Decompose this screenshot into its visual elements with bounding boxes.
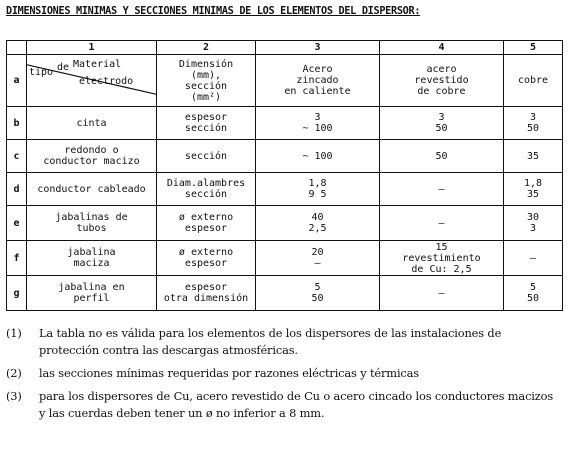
copper-value-line: 1,8 xyxy=(523,178,543,189)
copper-clad-steel-value xyxy=(380,107,504,140)
dimensions-table xyxy=(6,40,563,311)
electrode-type-line: jabalina en xyxy=(58,282,125,293)
footnote-number: (1) xyxy=(6,326,22,340)
dimension-line: espesor xyxy=(184,112,228,123)
copper-clad-steel-value-line: 15 xyxy=(435,241,448,253)
galvanized-steel-value-line: 2,5 xyxy=(308,223,327,234)
column-number-row xyxy=(7,41,563,55)
footnote-text: las secciones mínimas requeridas por razones eléctricas y térmicas xyxy=(39,366,420,380)
header-col2-line: (mm²) xyxy=(190,91,222,103)
footnote xyxy=(6,365,562,382)
copper-clad-steel-value-line: de Cu: 2,5 xyxy=(411,263,472,275)
header-col2-line: (mm), xyxy=(190,69,222,81)
dimension xyxy=(157,140,256,173)
header-col5-line: cobre xyxy=(517,75,549,86)
copper-value-line: 5 xyxy=(529,282,537,293)
electrode-type xyxy=(27,107,157,140)
galvanized-steel-value-line: 5 xyxy=(314,282,321,293)
copper-value xyxy=(504,241,563,276)
column-number: 3 xyxy=(256,41,380,55)
row-label: b xyxy=(7,107,27,140)
electrode-type xyxy=(27,241,157,276)
copper-value xyxy=(504,107,563,140)
header-col3-line: zincado xyxy=(296,75,339,86)
electrode-type-line: perfil xyxy=(73,293,110,304)
galvanized-steel-value xyxy=(256,276,380,311)
table-row xyxy=(7,276,563,311)
electrode-type-line: tubos xyxy=(76,223,107,234)
diag-material-label: Material xyxy=(73,59,122,70)
copper-clad-steel-value-line: 50 xyxy=(435,123,448,134)
copper-clad-steel-value xyxy=(380,276,504,311)
footnote-text: La tabla no es válida para los elementos de los dispersores de las instalaciones de protección contra las descargas atmosféricas. xyxy=(39,326,502,357)
header-col2-line: sección xyxy=(184,80,228,92)
row-label: d xyxy=(7,173,27,206)
column-number: 4 xyxy=(380,41,504,55)
copper-value xyxy=(504,276,563,311)
electrode-type xyxy=(27,140,157,173)
copper-value-line: – xyxy=(529,252,537,264)
dimension-line: ø externo xyxy=(178,212,234,223)
galvanized-steel-value-line: 1,8 xyxy=(308,178,327,189)
galvanized-steel-value-line: – xyxy=(314,258,321,269)
galvanized-steel-value-line: 40 xyxy=(311,212,324,223)
galvanized-steel-value xyxy=(256,173,380,206)
copper-value-line: 50 xyxy=(526,123,540,134)
dimension xyxy=(157,241,256,276)
electrode-type xyxy=(27,173,157,206)
galvanized-steel-value xyxy=(256,140,380,173)
copper-value xyxy=(504,140,563,173)
copper-clad-steel-value-line: 3 xyxy=(438,112,445,123)
copper-clad-steel-value xyxy=(380,173,504,206)
row-label: e xyxy=(7,206,27,241)
electrode-type-line: jabalina xyxy=(67,247,116,258)
copper-value xyxy=(504,206,563,241)
copper-clad-steel-value-line: revestimiento xyxy=(402,252,481,264)
copper-value-line: 35 xyxy=(526,189,540,200)
dimension-line: sección xyxy=(184,150,228,162)
galvanized-steel-value xyxy=(256,241,380,276)
copper-value-line: 30 xyxy=(526,212,540,223)
electrode-type-line: conductor macizo xyxy=(43,156,140,167)
dimension-line: sección xyxy=(184,123,228,134)
copper-value-line: 3 xyxy=(529,112,537,123)
column-number: 2 xyxy=(157,41,256,55)
galvanized-steel-value-line: 3 xyxy=(314,112,321,123)
footnote-text: para los dispersores de Cu, acero revestido de Cu o acero cincado los conductores macizos y las cuerdas deben tener un ø no inferior a 8 mm. xyxy=(39,389,554,420)
electrode-type-line: jabalinas de xyxy=(55,212,128,223)
table-row xyxy=(7,206,563,241)
electrode-type-line: maciza xyxy=(73,258,110,269)
dimension-line: sección xyxy=(184,189,228,200)
footnote xyxy=(6,388,562,422)
header-col4-line: de cobre xyxy=(417,86,466,97)
header-col4-line: acero xyxy=(426,64,457,75)
document-title: DIMENSIONES MINIMAS Y SECCIONES MINIMAS DE LOS ELEMENTOS DEL DISPERSOR: xyxy=(6,6,421,17)
corner-cell xyxy=(7,41,27,55)
dimension xyxy=(157,173,256,206)
footnote xyxy=(6,325,562,359)
copper-clad-steel-value xyxy=(380,140,504,173)
copper-value xyxy=(504,173,563,206)
diag-de-label: de xyxy=(57,62,70,73)
diag-tipo-label: tipo xyxy=(29,67,54,78)
dimension-line: Diam.alambres xyxy=(166,178,246,189)
dimension xyxy=(157,206,256,241)
copper-clad-steel-value-line: 50 xyxy=(435,150,448,162)
row-label: f xyxy=(7,241,27,276)
dimension xyxy=(157,107,256,140)
footnote-number: (3) xyxy=(6,389,22,403)
galvanized-steel-value-line: ~ 100 xyxy=(302,123,333,134)
copper-value-line: 50 xyxy=(526,293,540,304)
galvanized-steel-value xyxy=(256,107,380,140)
copper-clad-steel-value-line: – xyxy=(438,287,445,299)
dimension-line: espesor xyxy=(184,223,228,234)
header-col3 xyxy=(256,55,380,107)
copper-clad-steel-value xyxy=(380,206,504,241)
table-row xyxy=(7,107,563,140)
dimension-line: ø externo xyxy=(178,247,234,258)
dimension-line: espesor xyxy=(184,258,228,269)
table-row xyxy=(7,140,563,173)
header-col4-line: revestido xyxy=(414,75,469,86)
copper-value-line: 3 xyxy=(529,223,537,234)
dimension-line: otra dimensión xyxy=(163,293,249,304)
header-col2 xyxy=(157,55,256,107)
column-number: 1 xyxy=(27,41,157,55)
copper-clad-steel-value xyxy=(380,241,504,276)
column-number: 5 xyxy=(504,41,563,55)
galvanized-steel-value-line: 50 xyxy=(311,293,324,304)
footnotes xyxy=(6,325,562,428)
table-row xyxy=(7,173,563,206)
copper-clad-steel-value-line: – xyxy=(438,183,445,195)
galvanized-steel-value xyxy=(256,206,380,241)
footnote-number: (2) xyxy=(6,366,22,380)
header-col3-line: Acero xyxy=(302,64,333,75)
row-label: a xyxy=(7,55,27,107)
galvanized-steel-value-line: 20 xyxy=(311,247,324,258)
header-col3-line: en caliente xyxy=(284,86,351,97)
header-col4 xyxy=(380,55,504,107)
electrode-type xyxy=(27,276,157,311)
galvanized-steel-value-line: 9 5 xyxy=(308,189,327,200)
row-label: c xyxy=(7,140,27,173)
galvanized-steel-value-line: ~ 100 xyxy=(302,150,333,162)
copper-clad-steel-value-line: – xyxy=(438,217,445,229)
electrode-type-line: conductor cableado xyxy=(37,183,146,195)
table-row xyxy=(7,241,563,276)
header-col5 xyxy=(504,55,563,107)
electrode-type-line: cinta xyxy=(76,117,107,129)
diag-electrodo-label: electrodo xyxy=(79,76,134,87)
material-type-header xyxy=(27,55,157,107)
electrode-type-line: redondo o xyxy=(64,145,119,156)
electrode-type xyxy=(27,206,157,241)
dimension-line: espesor xyxy=(184,282,228,293)
row-label: g xyxy=(7,276,27,311)
copper-value-line: 35 xyxy=(526,150,540,162)
dimension xyxy=(157,276,256,311)
header-col2-line: Dimensión xyxy=(178,58,234,70)
header-row xyxy=(7,55,563,107)
